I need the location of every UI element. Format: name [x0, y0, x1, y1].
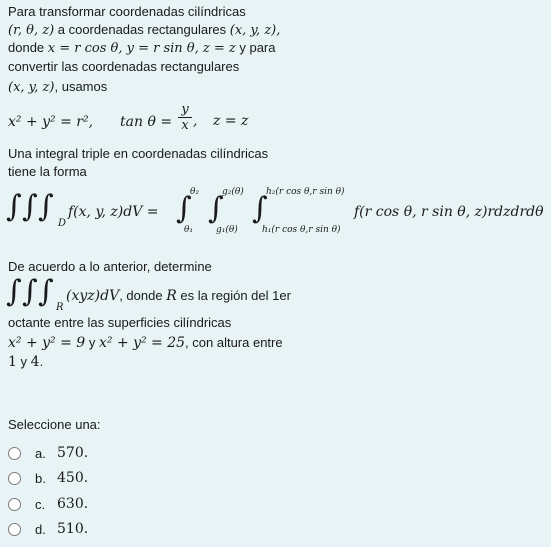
equation-3: z = z [213, 113, 249, 129]
height-lower: 1 [8, 354, 17, 370]
radio-a[interactable] [8, 447, 21, 460]
integral-sign-3: ∫ [38, 189, 54, 224]
integral-sign-1: ∫ [6, 189, 22, 224]
r-integral-sign: ∫ [208, 191, 224, 226]
option-a-value: 570. [57, 445, 89, 461]
height-upper: 4 [30, 354, 40, 370]
integral-intro-line-2: tiene la forma [8, 164, 87, 179]
select-label: Seleccione una: [8, 417, 101, 432]
task-line-5 [8, 353, 43, 371]
surface-2: x² + y² = 25 [98, 335, 186, 351]
task-line-4-and: y [85, 335, 99, 350]
equation-1: x² + y² = r², [8, 114, 94, 130]
task-line-4-tail: , con altura entre [185, 335, 283, 350]
transform-math: x = r cos θ, y = r sin θ, z = z [47, 41, 236, 56]
equation-2-lhs: tan θ = [120, 114, 173, 130]
task-text-2: es la región del 1er [176, 288, 291, 303]
intro-line-3 [8, 39, 275, 58]
task-region-subscript: R [56, 302, 64, 313]
task-integral-text [66, 287, 291, 305]
rect-coords-math-2: (x, y, z) [8, 80, 55, 95]
radio-d[interactable] [8, 523, 21, 536]
intro-line-3-text-b: y para [235, 40, 276, 55]
option-b[interactable] [8, 470, 88, 486]
fraction-y-over-x [178, 102, 192, 133]
z-lower-limit: h₁(r cos θ,r sin θ) [262, 225, 341, 235]
rect-coords-math: (x, y, z), [229, 23, 281, 38]
task-line-4 [8, 334, 283, 352]
domain-subscript: D [58, 218, 67, 229]
integral-intro-line-1: Una integral triple en coordenadas cilíndricas [8, 146, 269, 161]
task-integrand: (xyz)dV [66, 288, 120, 304]
intro-line-3-text-a: donde [8, 40, 48, 55]
intro-line-5-text: , usamos [54, 79, 108, 94]
option-d-letter: d. [35, 521, 46, 537]
r-lower-limit: g₁(θ) [216, 225, 238, 235]
lhs-integrand: f(x, y, z)dV = [68, 204, 159, 220]
integral-sign-2: ∫ [22, 189, 38, 224]
option-d[interactable] [8, 521, 88, 537]
r-upper-limit: g₂(θ) [222, 187, 244, 197]
option-a[interactable] [8, 445, 88, 461]
conversion-equations [8, 112, 93, 131]
option-b-letter: b. [35, 470, 46, 486]
option-b-value: 450. [57, 470, 89, 486]
task-line-1: De acuerdo a lo anterior, determine [8, 259, 212, 274]
option-a-letter: a. [35, 445, 46, 461]
theta-integral-sign: ∫ [176, 191, 192, 226]
fraction-denominator: x [181, 118, 189, 133]
option-c-letter: c. [35, 496, 46, 512]
task-text-1: , donde [119, 288, 167, 303]
z-integral-sign: ∫ [252, 191, 268, 226]
option-d-value: 510. [57, 521, 89, 537]
equation-2-tail: , [193, 113, 198, 129]
task-integral-sign-2: ∫ [22, 274, 38, 309]
intro-line-4: convertir las coordenadas rectangulares [8, 59, 240, 74]
theta-lower-limit: θ₁ [184, 225, 194, 235]
task-integral-sign-3: ∫ [38, 274, 54, 309]
task-integral-sign-1: ∫ [6, 274, 22, 309]
radio-b[interactable] [8, 472, 21, 485]
intro-line-1: Para transformar coordenadas cilíndricas [8, 4, 246, 19]
option-c-value: 630. [57, 496, 89, 512]
task-line-5-dot: . [39, 354, 44, 369]
radio-c[interactable] [8, 498, 21, 511]
option-c[interactable] [8, 496, 88, 512]
equation-2 [120, 112, 172, 131]
task-line-3: octante entre las superficies cilíndricas [8, 315, 232, 330]
task-region: R [166, 288, 177, 304]
fraction-numerator: y [181, 102, 189, 117]
intro-line-5 [8, 78, 107, 97]
intro-line-2-text: a coordenadas rectangulares [54, 22, 230, 37]
z-upper-limit: h₂(r cos θ,r sin θ) [266, 187, 345, 197]
theta-upper-limit: θ₂ [190, 187, 200, 197]
task-line-5-and: y [16, 354, 31, 369]
intro-line-2 [8, 21, 280, 40]
surface-1: x² + y² = 9 [8, 335, 86, 351]
rhs-integrand: f(r cos θ, r sin θ, z)rdzdrdθ [354, 204, 544, 220]
cyl-coords-math: (r, θ, z) [8, 23, 55, 38]
